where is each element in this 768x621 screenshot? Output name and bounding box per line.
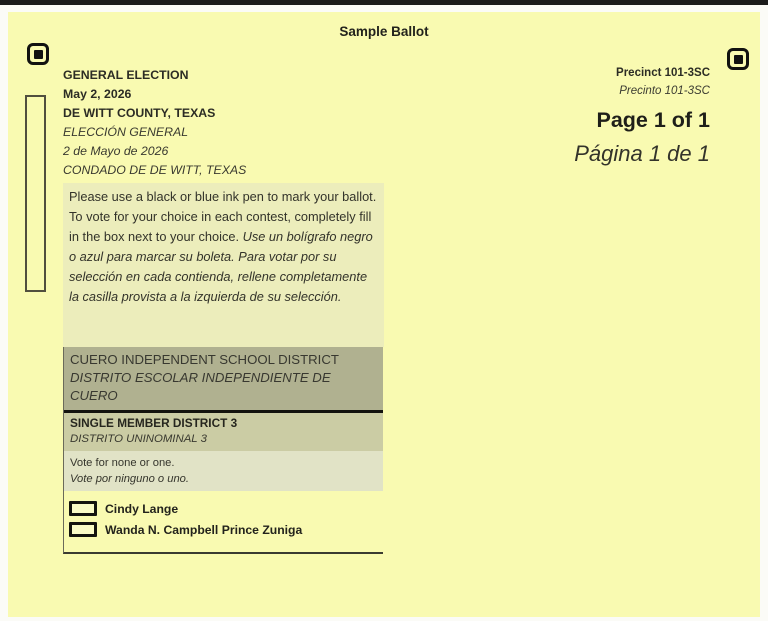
- vote-checkbox[interactable]: [69, 501, 97, 516]
- district-name: CUERO INDEPENDENT SCHOOL DISTRICT: [70, 352, 339, 367]
- marking-instructions-es: Use un bolígrafo negro o azul para marcar su boleta. Para votar por su selección en cada contienda, rellene completamente la casilla provista a la izquierda de su selección.: [69, 229, 373, 304]
- election-name-es: ELECCIÓN GENERAL: [63, 125, 189, 139]
- vote-instruction: [64, 451, 383, 491]
- vote-instruction-en: Vote for none or one.: [70, 457, 175, 469]
- page-number: Page 1 of 1: [596, 108, 710, 132]
- registration-mark-icon: [27, 43, 49, 65]
- precinct-label: Precinct 101-3SC: [616, 67, 710, 79]
- candidate-row[interactable]: [64, 522, 383, 537]
- precinct-label-es: Precinto 101-3SC: [619, 85, 710, 97]
- registration-mark-dot: [34, 50, 43, 59]
- marking-instructions-en: Please use a black or blue ink pen to mark your ballot. To vote for your choice in each contest, completely fill in the box next to your choice.: [69, 189, 377, 244]
- office-name: SINGLE MEMBER DISTRICT 3: [70, 416, 238, 430]
- marking-instructions: [63, 183, 384, 347]
- scan-top-bar: [0, 0, 768, 5]
- vote-instruction-es: Vote por ninguno o uno.: [70, 473, 190, 485]
- office-name-es: DISTRITO UNINOMINAL 3: [70, 432, 207, 445]
- candidate-name: Cindy Lange: [105, 501, 179, 516]
- candidate-row[interactable]: [64, 501, 383, 516]
- election-county-es: CONDADO DE DE WITT, TEXAS: [63, 163, 247, 177]
- page-number-es: Página 1 de 1: [574, 141, 710, 166]
- vote-checkbox[interactable]: [69, 522, 97, 537]
- election-info-block: [63, 66, 363, 180]
- timing-mark: [25, 95, 46, 292]
- office-header: [64, 413, 383, 451]
- contest-block: [63, 347, 383, 554]
- page-title: Sample Ballot: [339, 24, 429, 39]
- election-date: May 2, 2026: [63, 87, 132, 101]
- election-name: GENERAL ELECTION: [63, 68, 189, 82]
- district-header: [64, 347, 383, 410]
- registration-mark-dot: [734, 55, 743, 64]
- candidate-list: [64, 491, 383, 552]
- precinct-block: [390, 66, 710, 167]
- election-date-es: 2 de Mayo de 2026: [63, 144, 169, 158]
- election-county: DE WITT COUNTY, TEXAS: [63, 106, 216, 120]
- district-name-es: DISTRITO ESCOLAR INDEPENDIENTE DE CUERO: [70, 370, 331, 403]
- candidate-name: Wanda N. Campbell Prince Zuniga: [105, 522, 303, 537]
- registration-mark-icon: [727, 48, 749, 70]
